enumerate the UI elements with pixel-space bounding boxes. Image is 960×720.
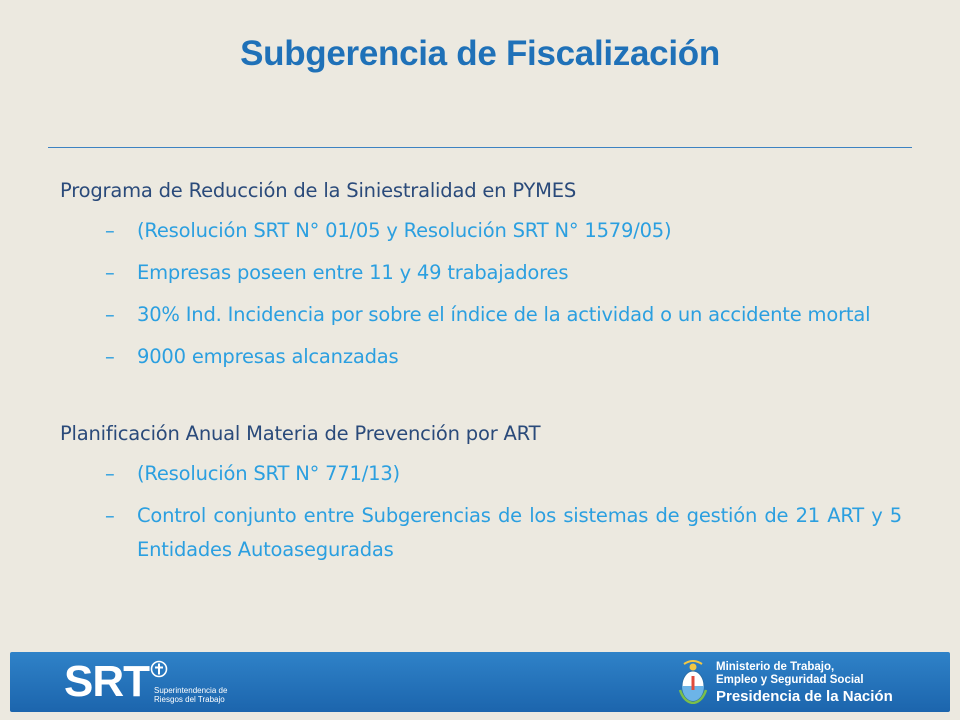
bullet-dash: – — [105, 345, 115, 368]
argentina-coat-of-arms-icon — [678, 660, 708, 704]
presidency-line: Presidencia de la Nación — [716, 688, 893, 705]
list-item-text: (Resolución SRT N° 771/13) — [137, 462, 400, 485]
list-item-text: 9000 empresas alcanzadas — [137, 345, 399, 368]
bullet-dash: – — [105, 504, 115, 527]
government-text — [716, 661, 936, 706]
srt-circle-icon — [150, 660, 168, 678]
srt-logo-text: SRT — [64, 657, 149, 706]
bullet-dash: – — [105, 261, 115, 284]
footer-bar — [10, 652, 950, 712]
section-heading: Programa de Reducción de la Siniestralidad en PYMES — [60, 179, 577, 202]
list-item-text: 30% Ind. Incidencia por sobre el índice de la actividad o un accidente mortal — [137, 303, 871, 326]
section-heading: Planificación Anual Materia de Prevención por ART — [60, 422, 541, 445]
list-item-text: Empresas poseen entre 11 y 49 trabajadores — [137, 261, 569, 284]
srt-subtitle-line: Superintendencia de — [154, 686, 228, 695]
list-item — [60, 256, 902, 290]
list-item — [60, 499, 902, 567]
bullet-dash: – — [105, 219, 115, 242]
bullet-dash: – — [105, 462, 115, 485]
page-title: Subgerencia de Fiscalización — [240, 34, 720, 73]
list-item — [60, 457, 902, 491]
srt-subtitle-line: Riesgos del Trabajo — [154, 695, 225, 704]
list-item — [60, 340, 902, 374]
bullet-list — [60, 457, 902, 567]
slide-content — [60, 176, 902, 567]
list-item — [60, 298, 902, 332]
list-item — [60, 214, 902, 248]
title-divider — [48, 147, 912, 148]
srt-subtitle — [154, 686, 274, 704]
ministry-line: Ministerio de Trabajo, — [716, 661, 835, 673]
bullet-list — [60, 214, 902, 374]
ministry-line: Empleo y Seguridad Social — [716, 674, 864, 686]
list-item-text: (Resolución SRT N° 01/05 y Resolución SRT N° 1579/05) — [137, 219, 672, 242]
list-item-text: Control conjunto entre Subgerencias de los sistemas de gestión de 21 ART y 5 Entidades Autoaseguradas — [137, 504, 902, 561]
bullet-dash: – — [105, 303, 115, 326]
